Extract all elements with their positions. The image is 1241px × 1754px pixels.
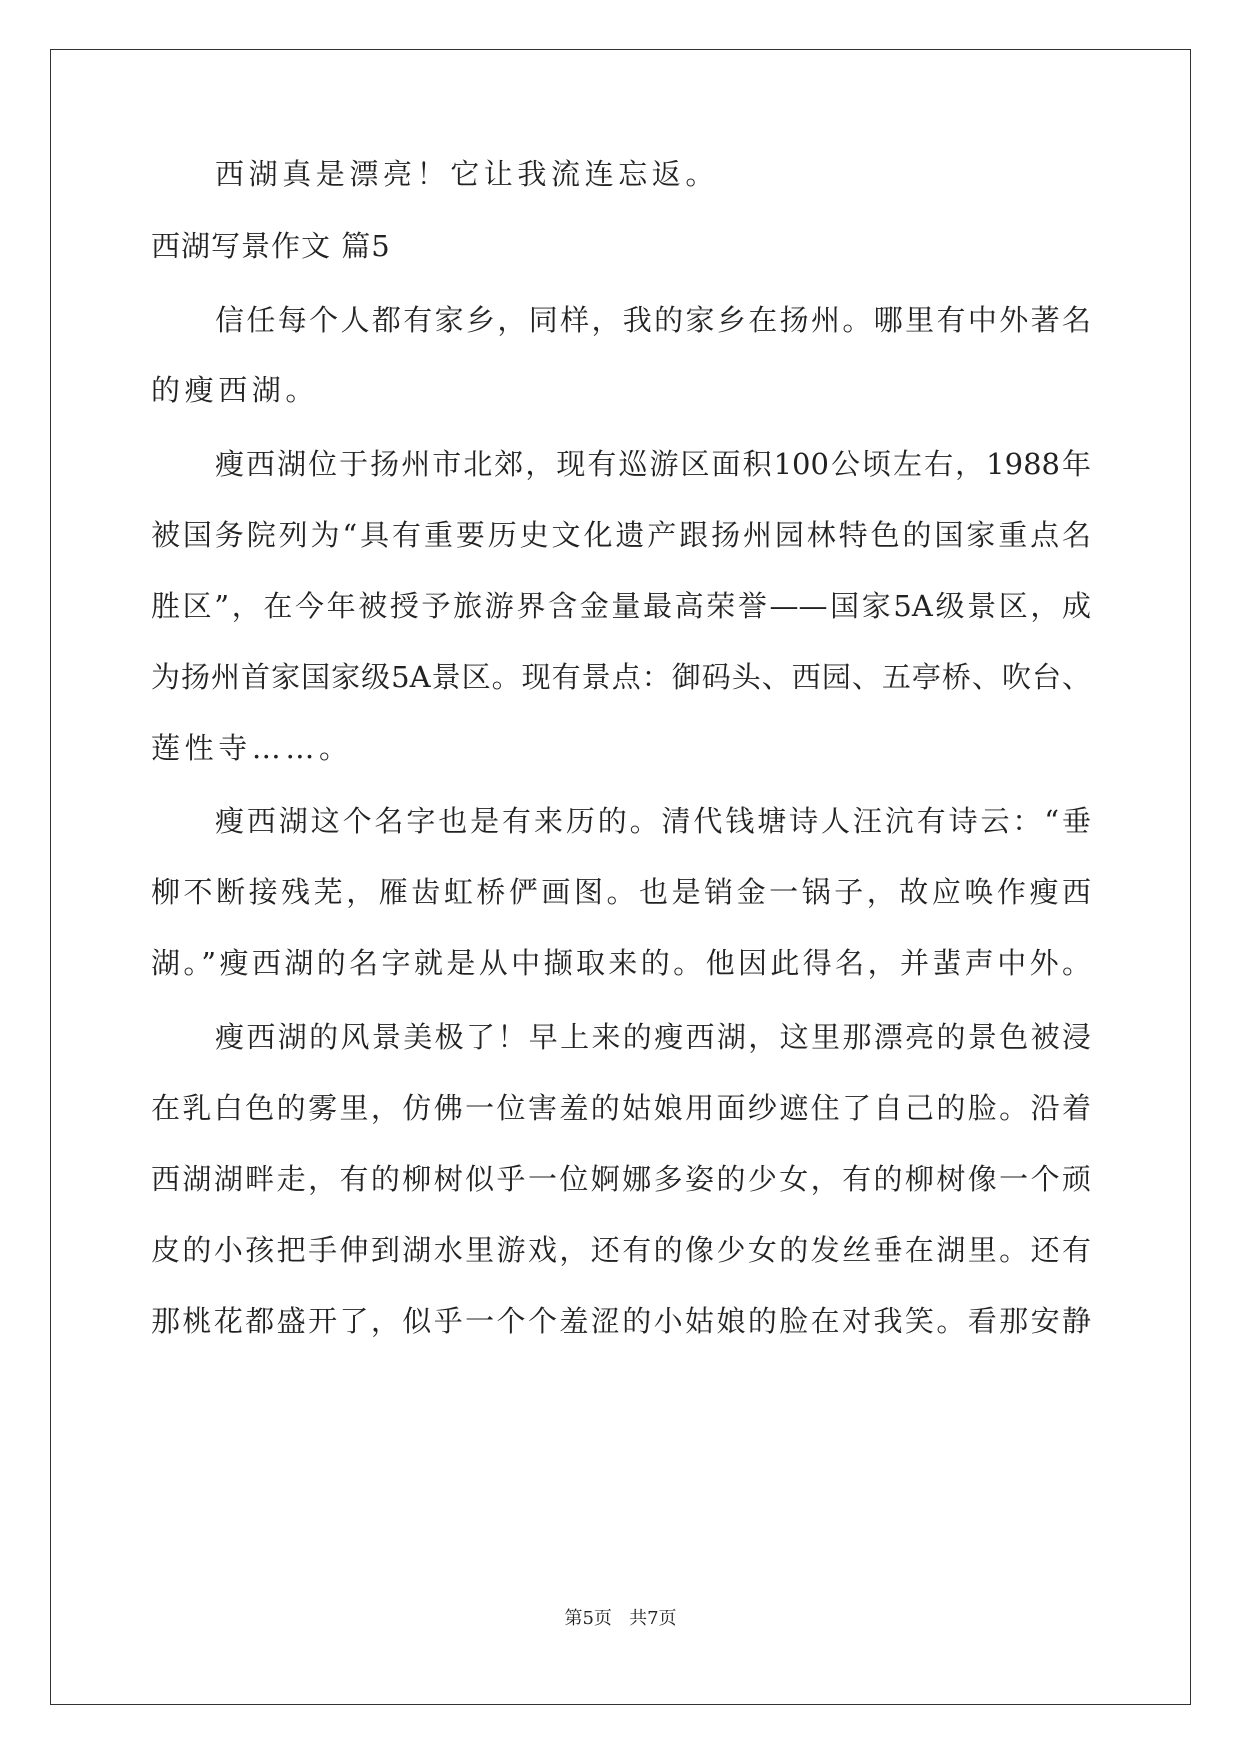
section-heading: 西湖写景作文 篇5 [151, 229, 391, 263]
paragraph-text: 西湖真是漂亮！它让我流连忘返。 [215, 157, 720, 191]
paragraph-text: 为扬州首家国家级5A景区。现有景点：御码头、西园、五亭桥、吹台、 [151, 660, 1091, 694]
paragraph-text: 被国务院列为“具有重要历史文化遗产跟扬州园林特色的国家重点名 [151, 518, 1091, 552]
paragraph-text: 西湖湖畔走，有的柳树似乎一位婀娜多姿的少女，有的柳树像一个顽 [151, 1162, 1091, 1196]
paragraph-text: 瘦西湖位于扬州市北郊，现有巡游区面积100公顷左右，1988年 [215, 447, 1091, 481]
paragraph-text: 莲性寺……。 [151, 731, 353, 765]
paragraph-text: 信任每个人都有家乡，同样，我的家乡在扬州。哪里有中外著名 [215, 303, 1091, 337]
paragraph-text: 在乳白色的雾里，仿佛一位害羞的姑娘用面纱遮住了自己的脸。沿着 [151, 1091, 1091, 1125]
paragraph-text: 湖。”瘦西湖的名字就是从中撷取来的。他因此得名，并蜚声中外。 [151, 946, 1091, 980]
page-number: 第5页 [564, 1608, 612, 1629]
paragraph-text: 瘦西湖的风景美极了！早上来的瘦西湖，这里那漂亮的景色被浸 [215, 1020, 1091, 1054]
page-count: 共7页 [629, 1608, 677, 1629]
paragraph-text: 胜区”，在今年被授予旅游界含金量最高荣誉——国家5A级景区，成 [151, 589, 1091, 623]
page-footer [0, 1608, 1241, 1630]
paragraph-text: 皮的小孩把手伸到湖水里游戏，还有的像少女的发丝垂在湖里。还有 [151, 1233, 1091, 1267]
paragraph-text: 瘦西湖这个名字也是有来历的。清代钱塘诗人汪沆有诗云：“垂 [215, 804, 1091, 838]
paragraph-text: 柳不断接残芜，雁齿虹桥俨画图。也是销金一锅子，故应唤作瘦西 [151, 875, 1091, 909]
paragraph-text: 的瘦西湖。 [151, 373, 320, 407]
paragraph-text: 那桃花都盛开了，似乎一个个羞涩的小姑娘的脸在对我笑。看那安静 [151, 1304, 1091, 1338]
